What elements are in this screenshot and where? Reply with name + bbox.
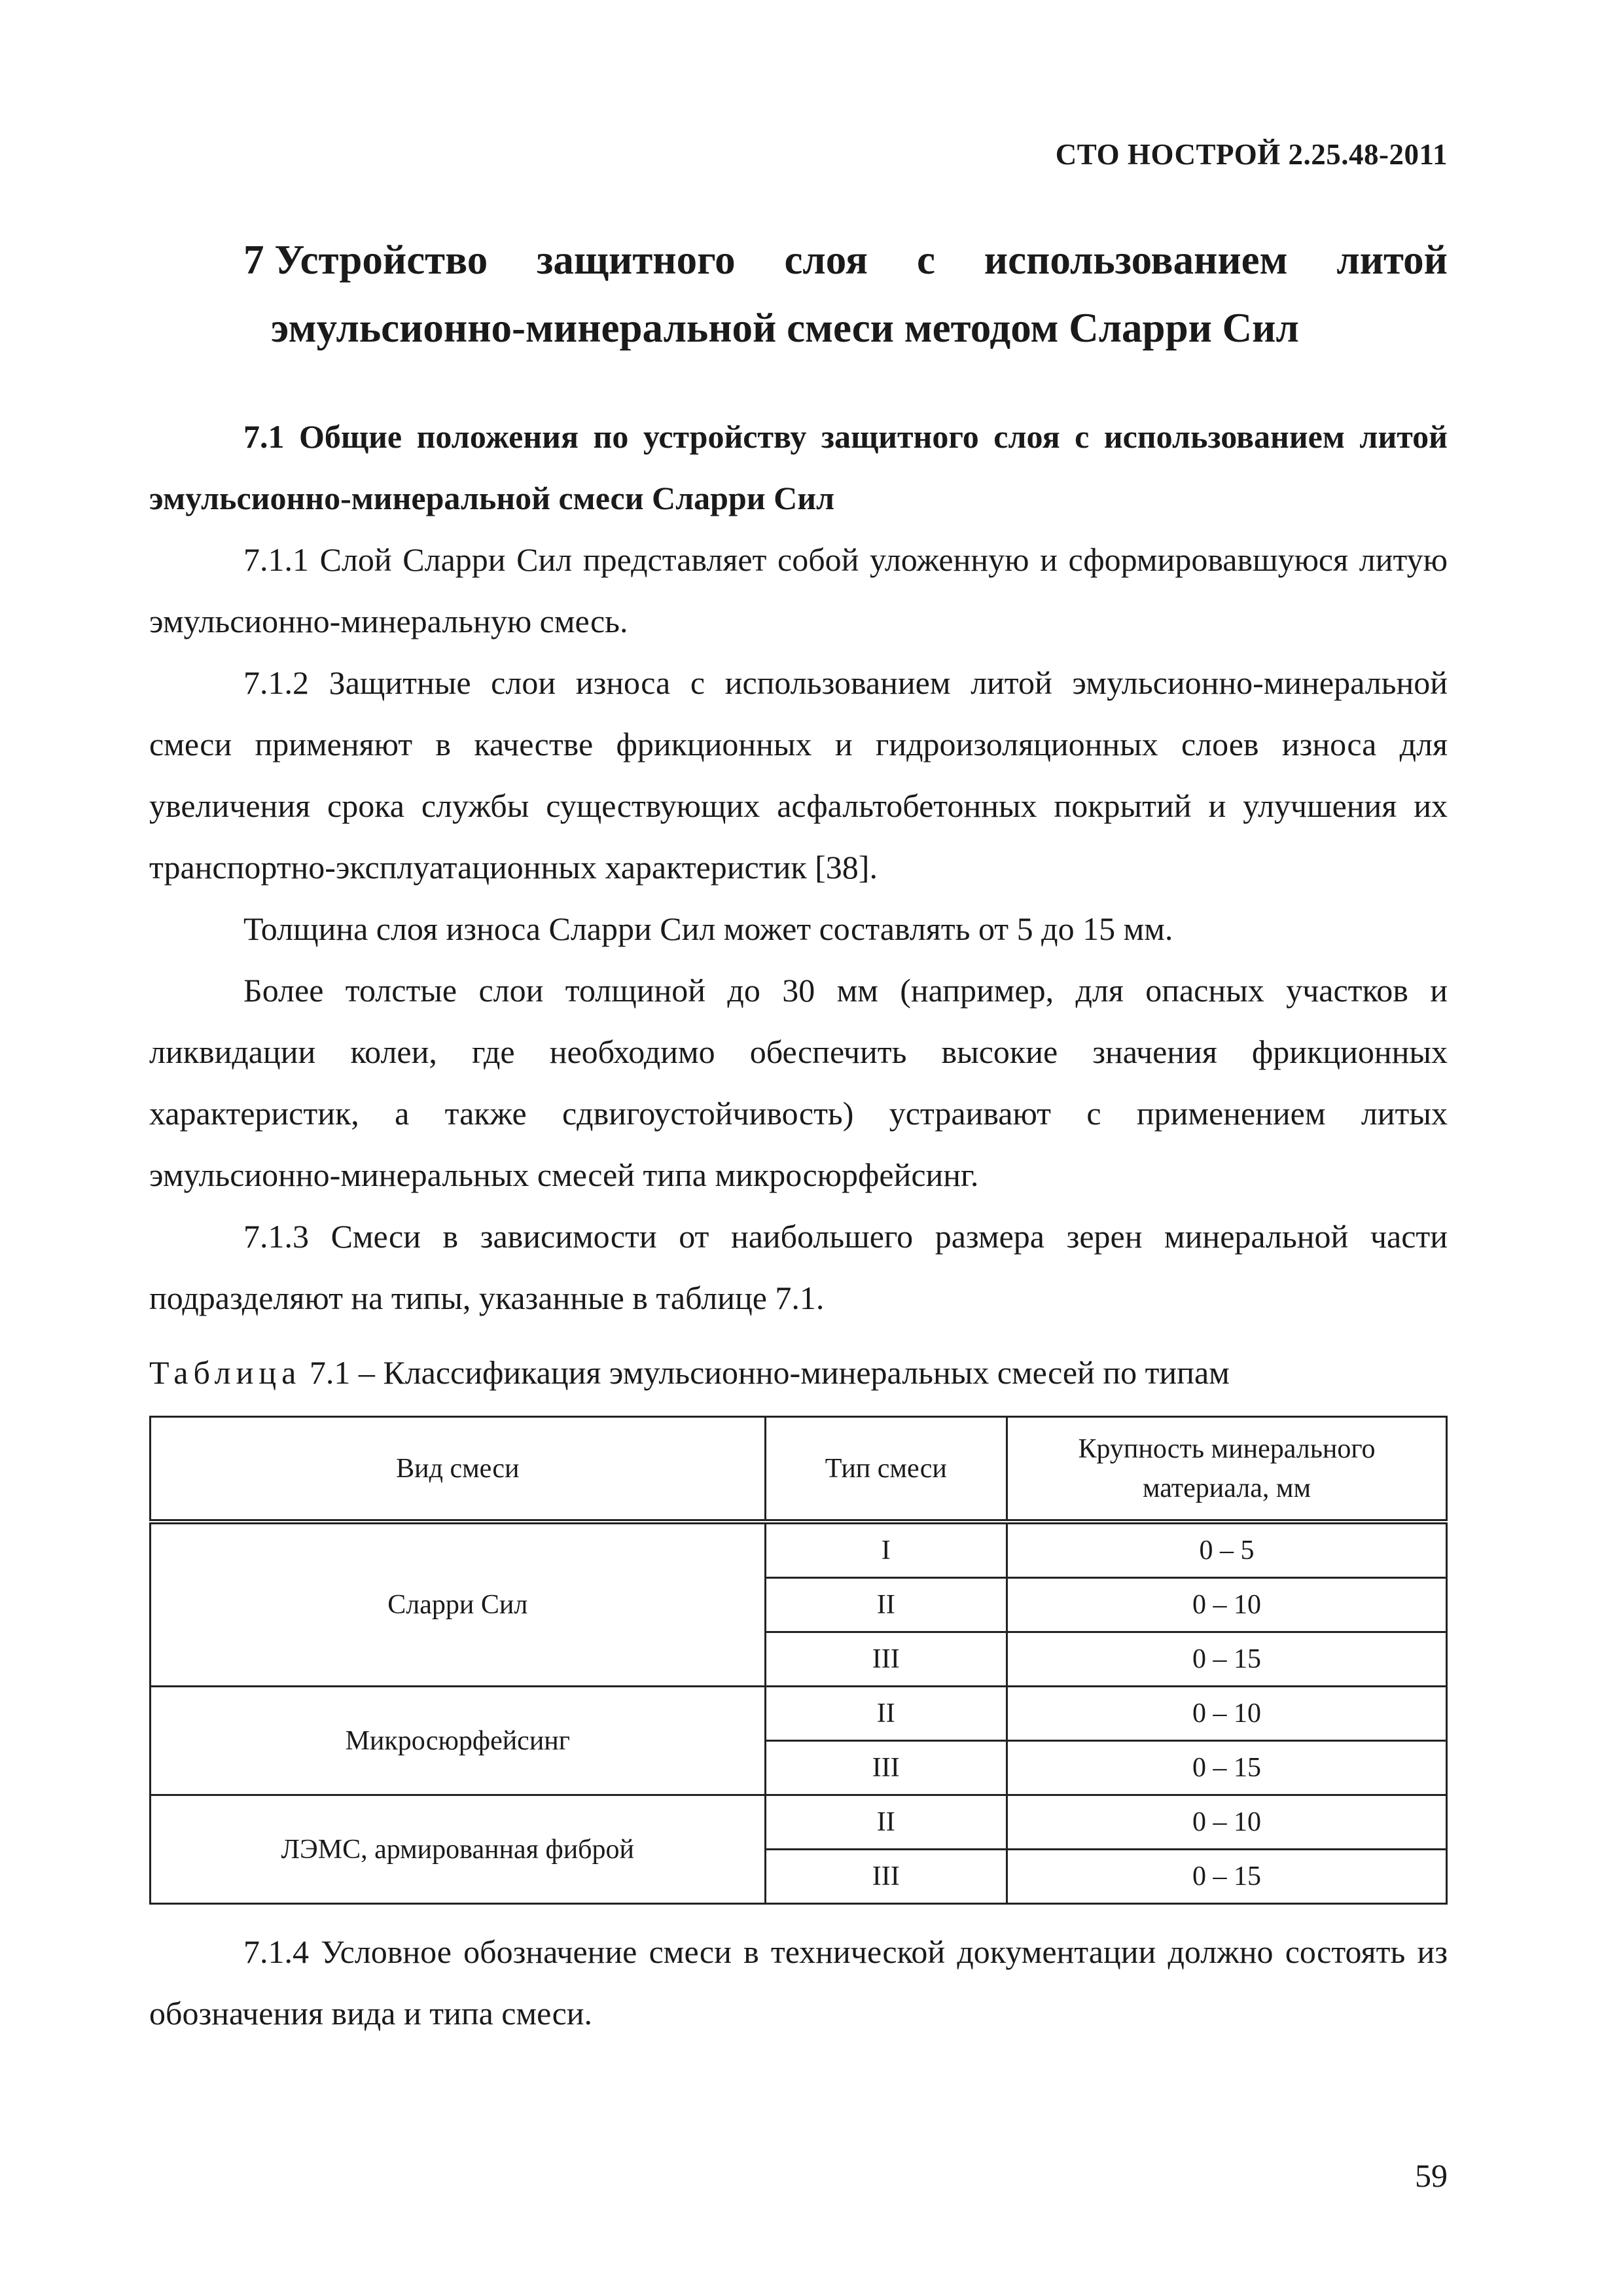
- cell-grain-size: 0 – 10: [1007, 1795, 1446, 1850]
- document-code-header: СТО НОСТРОЙ 2.25.48-2011: [1055, 138, 1448, 171]
- cell-grain-size: 0 – 15: [1007, 1741, 1446, 1795]
- cell-mix-type: II: [765, 1578, 1007, 1632]
- title-word: слоя: [784, 237, 868, 283]
- table-caption-label: Таблица: [149, 1354, 302, 1391]
- title-word: защитного: [537, 237, 736, 283]
- paragraph-7-1-1: 7.1.1 Слой Сларри Сил представляет собой уложенную и сформировавшуюся литую эмульсионно-минеральную смесь.: [149, 541, 1448, 639]
- cell-mix-type: II: [765, 1795, 1007, 1850]
- cell-grain-size: 0 – 15: [1007, 1850, 1446, 1904]
- body-text: [149, 406, 1448, 1329]
- cell-mix-kind: Сларри Сил: [151, 1522, 766, 1687]
- cell-grain-size: 0 – 10: [1007, 1578, 1446, 1632]
- cell-grain-size: 0 – 15: [1007, 1632, 1446, 1687]
- cell-mix-type: I: [765, 1522, 1007, 1578]
- paragraph-7-1-3: 7.1.3 Смеси в зависимости от наибольшего размера зерен минеральной части подразделяют на типы, указанные в таблице 7.1.: [149, 1218, 1448, 1316]
- classification-table: [149, 1416, 1448, 1905]
- section-title-line-2: эмульсионно-минеральной смеси методом Сларри Сил: [271, 305, 1299, 351]
- section-title-line-1: [243, 226, 1448, 294]
- cell-grain-size: 0 – 5: [1007, 1522, 1446, 1578]
- table-row: [151, 1687, 1447, 1741]
- table-header-row: [151, 1417, 1447, 1522]
- paragraph-7-1-4-text: 7.1.4 Условное обозначение смеси в технической документации должно состоять из обозначения вида и типа смеси.: [149, 1933, 1448, 2032]
- cell-mix-type: II: [765, 1687, 1007, 1741]
- cell-mix-type: III: [765, 1632, 1007, 1687]
- subsection-heading: 7.1 Общие положения по устройству защитного слоя с использованием литой эмульсионно-минеральной смеси Сларри Сил: [149, 418, 1448, 516]
- title-word: использованием: [984, 237, 1288, 283]
- table-row: [151, 1522, 1447, 1578]
- header-mix-type: Тип смеси: [765, 1417, 1007, 1522]
- section-title: [243, 226, 1448, 362]
- table-caption-text: 7.1 – Классификация эмульсионно-минеральных смесей по типам: [301, 1354, 1230, 1391]
- cell-mix-type: III: [765, 1850, 1007, 1904]
- title-word: 7 Устройство: [243, 237, 488, 283]
- table-caption: [149, 1354, 1230, 1391]
- header-mix-kind: Вид смеси: [151, 1417, 766, 1522]
- paragraph-thicker-layers: Более толстые слои толщиной до 30 мм (например, для опасных участков и ликвидации колеи, где необходимо обеспечить высокие значения фрикционных характеристик, а также сдвигоустойчивость) устраивают с применением литых эмульсионно-минеральных смесей типа микросюрфейсинг.: [149, 972, 1448, 1193]
- header-grain-size: Крупность минерального материала, мм: [1007, 1417, 1446, 1522]
- table-row: [151, 1795, 1447, 1850]
- paragraph-thickness: Толщина слоя износа Сларри Сил может составлять от 5 до 15 мм.: [243, 910, 1173, 947]
- cell-mix-kind: Микросюрфейсинг: [151, 1687, 766, 1795]
- title-word: литой: [1336, 237, 1448, 283]
- paragraph-7-1-4: [149, 1921, 1448, 2044]
- cell-mix-type: III: [765, 1741, 1007, 1795]
- cell-grain-size: 0 – 10: [1007, 1687, 1446, 1741]
- paragraph-7-1-2: 7.1.2 Защитные слои износа с использованием литой эмульсионно-минеральной смеси применяют в качестве фрикционных и гидроизоляционных слоев износа для увеличения срока службы существующих асфальтобетонных покрытий и улучшения их транспортно-эксплуатационных характеристик [38].: [149, 664, 1448, 886]
- cell-mix-kind: ЛЭМС, армированная фиброй: [151, 1795, 766, 1904]
- page-number: 59: [1415, 2157, 1448, 2194]
- title-word: с: [916, 237, 935, 283]
